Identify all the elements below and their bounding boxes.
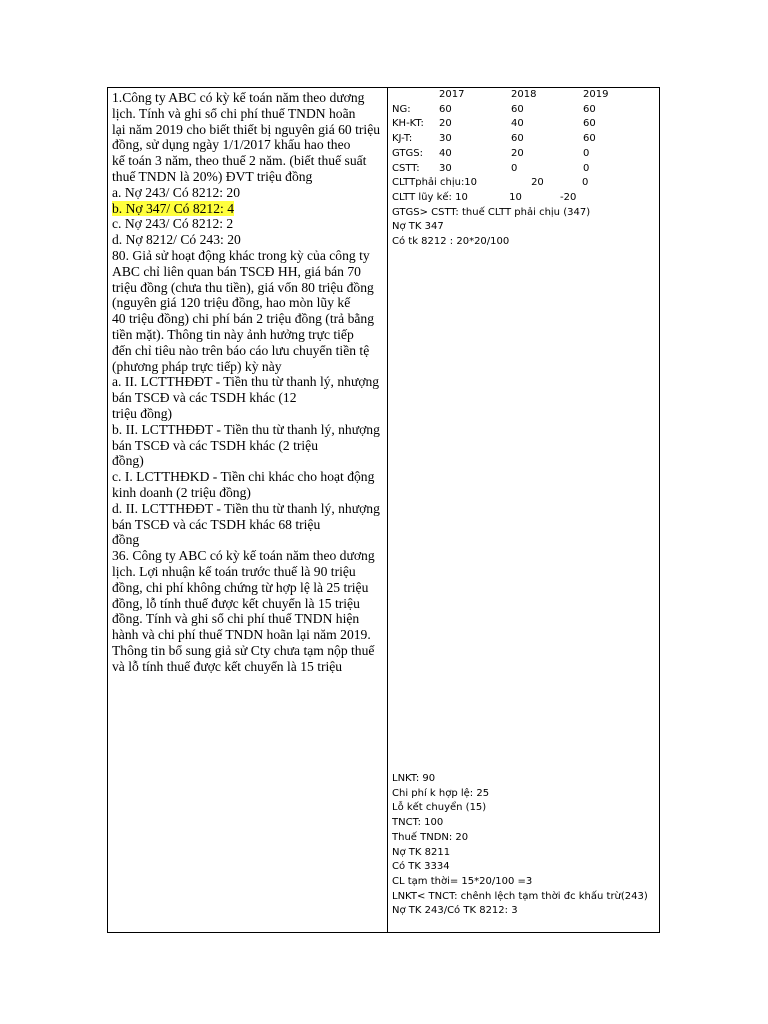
grid-cell: 60 — [439, 103, 452, 115]
answer-option-d: đồng — [112, 532, 140, 548]
note-line: LNKT: 90 — [392, 773, 436, 784]
grid-cell: 60 — [511, 103, 524, 115]
note-line: Nợ TK 243/Có TK 8212: 3 — [392, 905, 518, 917]
question-column — [108, 88, 388, 932]
grid-cell: 2018 — [511, 89, 537, 100]
grid-row — [392, 117, 655, 132]
grid-cell: GTGS: — [392, 147, 423, 159]
grid-cell: 40 — [511, 118, 524, 130]
answer-option-c: c. I. LCTTHĐKD - Tiền chi khác cho hoạt động kinh doanh (2 triệu đồng) — [112, 469, 375, 500]
question-36-text: đồng, chi phí không chứng từ hợp lệ là 25 triệu đồng, lỗ tính thuế được kết chuyển là 15 triệu — [112, 579, 369, 611]
note-line: CL tạm thời= 15*20/100 =3 — [392, 875, 533, 887]
grid-cell: 20 — [439, 118, 452, 130]
grid-cell: 60 — [511, 133, 524, 145]
grid-cell: 60 — [583, 118, 596, 130]
question-80-text: 80. Giả sử hoạt động khác trong kỳ của công ty ABC chỉ liên quan bán TSCĐ HH, giá bán 70 — [112, 247, 370, 279]
note-line: GTGS> CSTT: thuế CLTT phải chịu (347) — [392, 206, 591, 218]
grid-cell: 60 — [583, 103, 596, 115]
notes-column — [388, 88, 659, 932]
grid-cell: CSTT: — [392, 162, 420, 174]
grid-cell: 30 — [439, 162, 452, 174]
grid-row — [392, 147, 655, 162]
answer-option-a: a. II. LCTTHĐĐT - Tiền thu từ thanh lý, nhượng bán TSCĐ và các TSDH khác (12 — [112, 374, 380, 406]
grid-row — [392, 103, 655, 118]
question-80-text: đến chỉ tiêu nào trên báo cáo lưu chuyển tiền tệ (phương pháp trực tiếp) kỳ này — [112, 342, 370, 374]
answer-option-d: d. Nợ 8212/ Có 243: 20 — [112, 232, 241, 248]
note-line: Có TK 3334 — [392, 861, 450, 873]
note-line: LNKT< TNCT: chênh lệch tạm thời đc khấu trừ(243) — [392, 890, 648, 902]
grid-cell: 20 — [511, 147, 524, 159]
note-line: CLTT lũy kế: 10 10 -20 — [392, 191, 577, 203]
question-36-text: Thông tin bổ sung giả sử Cty chưa tạm nộp thuế và lỗ tính thuế được kết chuyển là 15 triệu — [112, 642, 375, 674]
question-36-text: đồng. Tính và ghi sổ chi phí thuế TNDN hiện hành và chi phí thuế TNDN hoãn lại năm 2019. — [112, 611, 371, 643]
grid-cell: KH-KT: — [392, 118, 424, 130]
grid-cell: 40 — [439, 147, 452, 159]
grid-row — [392, 162, 655, 177]
grid-cell: NG: — [392, 103, 411, 115]
question-36-text: 36. Công ty ABC có kỳ kế toán năm theo dương lịch. Lợi nhuận kế toán trước thuế là 90 triệu — [112, 548, 375, 579]
answer-option-b: b. II. LCTTHĐĐT - Tiền thu từ thanh lý, nhượng bán TSCĐ và các TSDH khác (2 triệu — [112, 421, 380, 453]
grid-cell: 0 — [511, 162, 518, 174]
note-line: Thuế TNDN: 20 — [392, 831, 469, 843]
note-line: Có tk 8212 : 20*20/100 — [392, 236, 510, 248]
answer-option-d: d. II. LCTTHĐĐT - Tiền thu từ thanh lý, nhượng bán TSCĐ và các TSDH khác 68 triệu — [112, 500, 380, 532]
note-line: Nợ TK 347 — [392, 221, 444, 233]
question-1-text: kế toán 3 năm, theo thuế 2 năm. (biết thuế suất thuế TNDN là 20%) ĐVT triệu đồng — [112, 153, 367, 184]
answer-option-b-highlighted — [112, 201, 383, 217]
grid-cell: 2017 — [439, 89, 465, 100]
year-header-row — [392, 88, 655, 103]
grid-cell: 60 — [583, 133, 596, 145]
grid-cell — [392, 88, 439, 103]
question-1-text: lại năm 2019 cho biết thiết bị nguyên giá 60 triệu đồng, sử dụng ngày 1/1/2017 khấu hao theo — [112, 121, 381, 153]
answer-option-b: đồng) — [112, 453, 144, 469]
answer-option-a: a. Nợ 243/ Có 8212: 20 — [112, 184, 241, 200]
note-line: Lỗ kết chuyển (15) — [392, 802, 487, 814]
question-36-notes — [392, 772, 655, 919]
question-80-text: 40 triệu đồng) chi phí bán 2 triệu đồng (trả bằng tiền mặt). Thông tin này ảnh hưởng trực tiếp — [112, 311, 374, 342]
note-line: TNCT: 100 — [392, 817, 444, 829]
grid-cell: 30 — [439, 133, 452, 145]
note-line: Nợ TK 8211 — [392, 846, 451, 858]
question-1-text: 1.Công ty ABC có kỳ kế toán năm theo dương lịch. Tính và ghi sổ chi phí thuế TNDN hoãn — [112, 90, 365, 121]
grid-row — [392, 132, 655, 147]
document-table — [107, 87, 660, 933]
highlight: b. Nợ 347/ Có 8212: 4 — [112, 200, 234, 216]
note-line: CLTTphải chịu:10 20 0 — [392, 177, 589, 189]
answer-option-a: triệu đồng) — [112, 405, 173, 421]
grid-cell: 0 — [583, 162, 590, 174]
grid-cell: 2019 — [583, 89, 609, 100]
grid-cell: KJ-T: — [392, 133, 413, 145]
answer-option-c: c. Nợ 243/ Có 8212: 2 — [112, 216, 234, 232]
grid-cell: 0 — [583, 147, 590, 159]
question-80-text: triệu đồng (chưa thu tiền), giá vốn 80 triệu đồng (nguyên giá 120 triệu đồng, hao mòn lũy kế — [112, 279, 374, 311]
note-line: Chi phí k hợp lệ: 25 — [392, 787, 490, 799]
